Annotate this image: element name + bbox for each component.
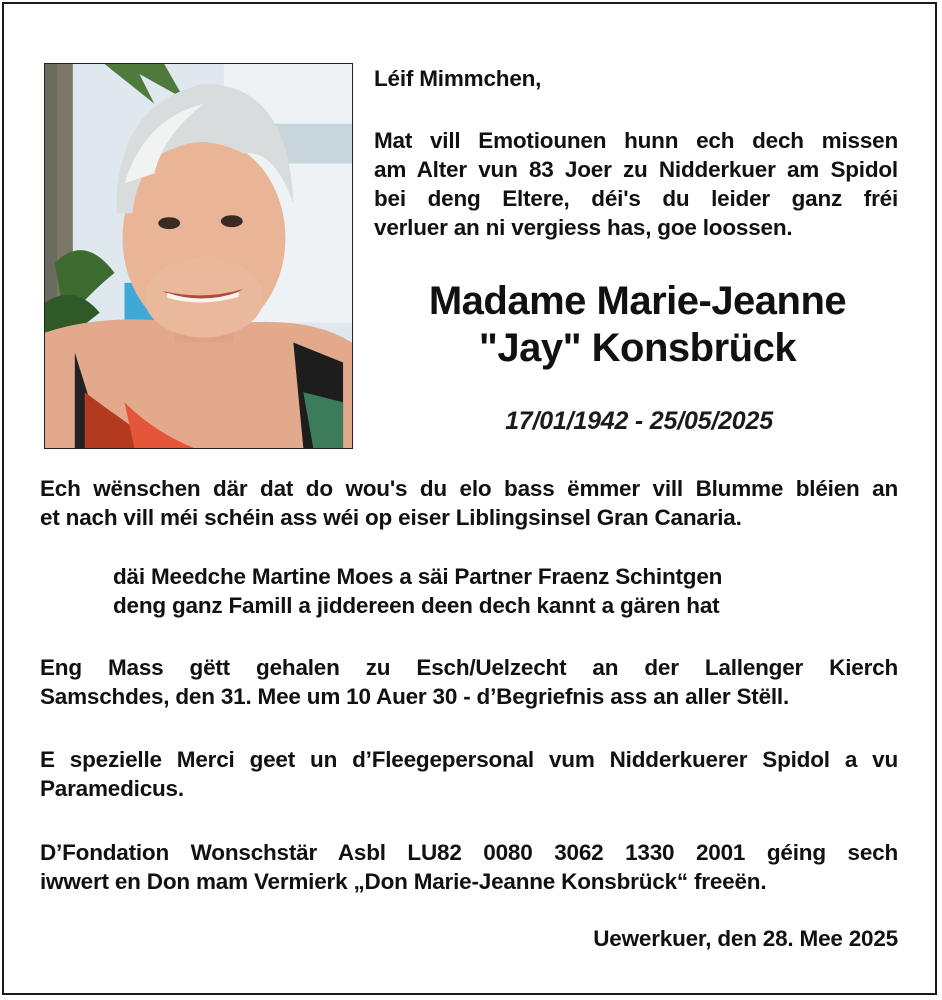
portrait-illustration [45,64,352,448]
family-signatories [113,562,893,620]
deceased-name [360,278,915,372]
portrait-photo [44,63,353,449]
family-line: däi Meedche Martine Moes a säi Partner Fraenz Schintgen [113,564,723,589]
wish-paragraph [40,474,898,532]
wish-line: Ech wënschen där dat do wou's du elo bass ëmmer vill Blumme bléien an [40,476,898,501]
place-date: Uewerkuer, den 28. Mee 2025 [593,926,898,951]
wish-line: et nach vill méi schéin ass wéi op eiser Liblingsinsel Gran Canaria. [40,505,742,530]
mass-paragraph [40,653,898,711]
name-line-2: "Jay" Konsbrück [478,326,797,370]
family-line: deng ganz Famill a jiddereen deen dech kannt a gären hat [113,593,720,618]
intro-line: am Alter vun 83 Joer zu Nidderkuer am Spidol [374,157,898,182]
mass-line: Samschdes, den 31. Mee um 10 Auer 30 - d’Begriefnis ass an aller Stëll. [40,684,790,709]
life-dates: 17/01/1942 - 25/05/2025 [505,407,773,435]
mass-line: Eng Mass gëtt gehalen zu Esch/Uelzecht an der Lallenger Kierch [40,655,898,680]
intro-line: verluer an ni vergiess has, goe loossen. [374,215,793,240]
donation-paragraph [40,838,898,896]
thanks-line: Paramedicus. [40,776,184,801]
thanks-line: E spezielle Merci geet un d’Fleegepersonal vum Nidderkuerer Spidol a vu [40,747,898,772]
donation-line: D’Fondation Wonschstär Asbl LU82 0080 3062 1330 2001 géing sech [40,840,898,865]
donation-line: iwwert en Don mam Vermierk „Don Marie-Jeanne Konsbrück“ freeën. [40,869,767,894]
intro-line: bei deng Eltere, déi's du leider ganz fréi [374,186,898,211]
greeting: Léif Mimmchen, [374,66,542,91]
intro-paragraph [374,126,898,242]
intro-line: Mat vill Emotiounen hunn ech dech missen [374,128,898,153]
name-line-1: Madame Marie-Jeanne [428,279,847,323]
thanks-paragraph [40,745,898,803]
